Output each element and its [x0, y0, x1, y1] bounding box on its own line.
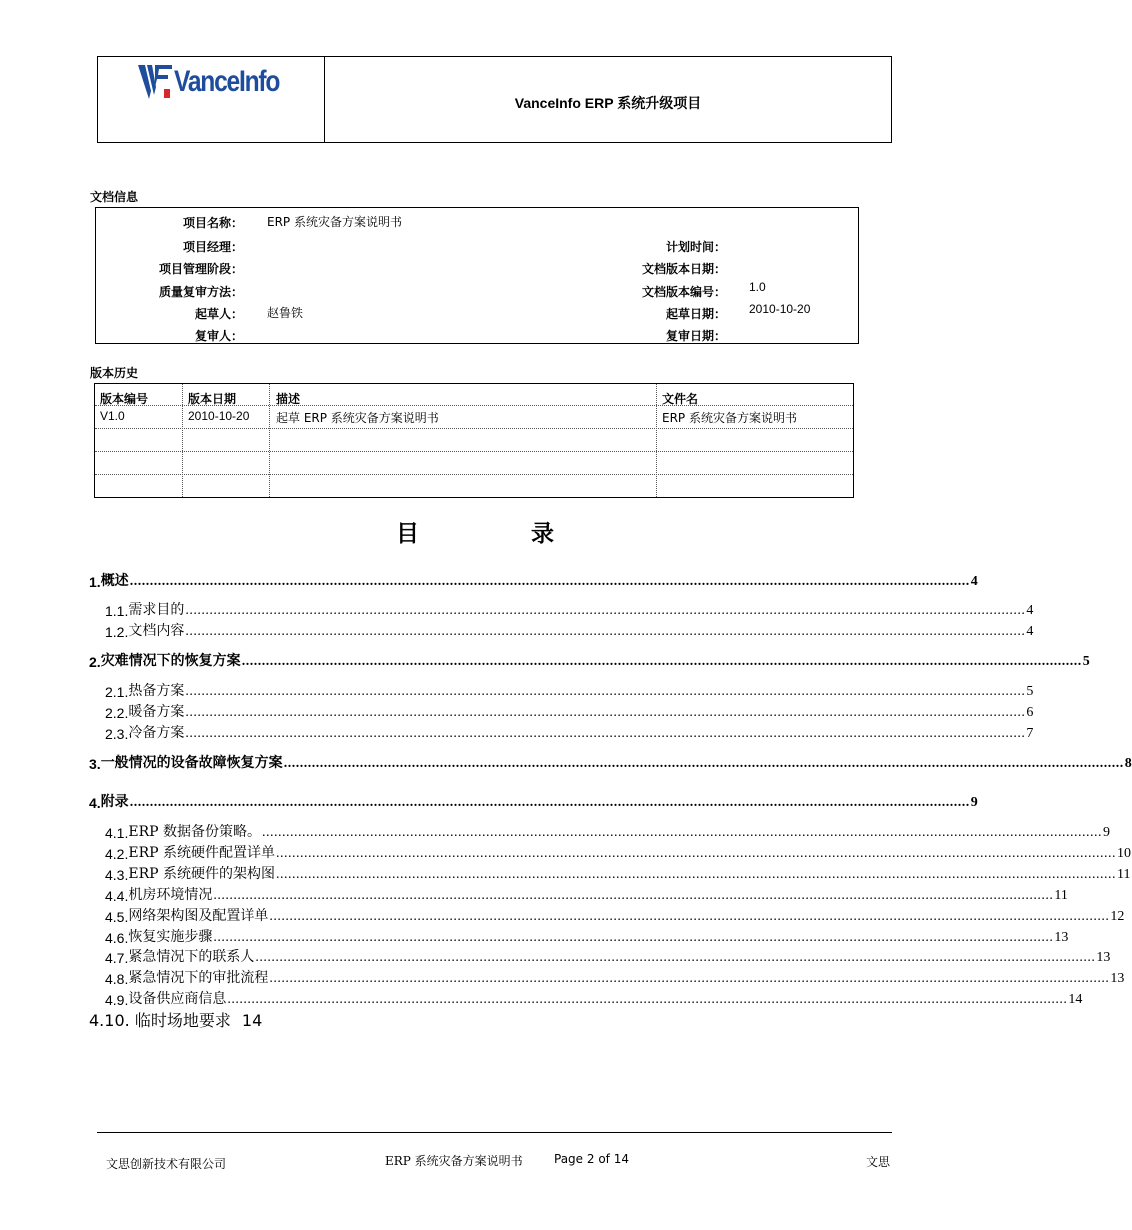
- col-header-filename: 文件名: [662, 392, 699, 406]
- drafter-label: 起草人：: [194, 307, 243, 321]
- logo-text: VanceInfo: [174, 65, 280, 98]
- toc-entry[interactable]: 4.9. 设备供应商信息 .................................................................................................................................................................................................................. 14: [105, 991, 1083, 1008]
- review-date-label: 复审日期：: [665, 329, 726, 343]
- toc-entry-last[interactable]: [89, 1008, 262, 1031]
- footer-right: 文思: [866, 1155, 891, 1169]
- toc-entry[interactable]: 4.4. 机房环境情况 .................................................................................................................................................................................................................. 11: [105, 887, 1068, 904]
- toc-entry[interactable]: 2.2. 暖备方案 .................................................................................................................................................................................................................. 6: [105, 704, 1034, 721]
- draft-date-value: 2010-10-20: [749, 302, 811, 316]
- footer-divider: [97, 1132, 892, 1133]
- doc-info-box: [95, 207, 859, 344]
- manager-label: 项目经理：: [182, 240, 243, 254]
- version-no-value: 1.0: [749, 280, 766, 294]
- review-method-label: 质量复审方法：: [158, 285, 243, 299]
- toc-entry[interactable]: 1. 概述 .................................................................................................................................................................................................................. 4: [89, 573, 978, 590]
- table-cell: 2010-10-20: [188, 409, 250, 423]
- toc-entry[interactable]: 4.3. ERP 系统硬件的架构图 .................................................................................................................................................................................................................. 11: [105, 866, 1131, 883]
- logo-mark-icon: [138, 65, 174, 99]
- page-header: [97, 56, 892, 143]
- version-history-label: 版本历史: [90, 366, 139, 380]
- footer-page-number: Page 2 of 14: [554, 1152, 629, 1166]
- project-name-label: 项目名称：: [182, 216, 243, 230]
- toc-entry[interactable]: 1.2. 文档内容 .................................................................................................................................................................................................................. 4: [105, 623, 1034, 640]
- footer-doc-name: ERP 系统灾备方案说明书: [385, 1154, 523, 1168]
- version-history-table: [94, 383, 854, 498]
- toc-entry[interactable]: 4.8. 紧急情况下的审批流程 .................................................................................................................................................................................................................. 13: [105, 970, 1125, 987]
- col-header-version: 版本编号: [100, 392, 149, 406]
- toc-entry[interactable]: 4.6. 恢复实施步骤 .................................................................................................................................................................................................................. 13: [105, 929, 1069, 946]
- toc-entry[interactable]: 4. 附录 .................................................................................................................................................................................................................. 9: [89, 794, 978, 811]
- table-cell: V1.0: [100, 409, 125, 423]
- version-no-label: 文档版本编号：: [641, 285, 726, 299]
- toc-entry[interactable]: 2.1. 热备方案 .................................................................................................................................................................................................................. 5: [105, 683, 1034, 700]
- version-date-label: 文档版本日期：: [641, 262, 726, 276]
- project-title: VanceInfo ERP 系统升级项目: [514, 94, 702, 111]
- drafter-value: 赵鲁铁: [267, 306, 304, 320]
- toc-entry[interactable]: 1.1. 需求目的 .................................................................................................................................................................................................................. 4: [105, 602, 1034, 619]
- toc-title-right: 录: [531, 521, 554, 547]
- toc-entry[interactable]: 4.2. ERP 系统硬件配置详单 .................................................................................................................................................................................................................. 10: [105, 845, 1131, 862]
- toc-entry-page: 14: [241, 1011, 263, 1030]
- toc-entry[interactable]: 2. 灾难情况下的恢复方案 .................................................................................................................................................................................................................. 5: [89, 653, 1090, 670]
- toc-entry-num: 4.10.: [89, 1011, 130, 1030]
- reviewer-label: 复审人：: [194, 329, 243, 343]
- toc-entry[interactable]: 4.7. 紧急情况下的联系人 .................................................................................................................................................................................................................. 13: [105, 949, 1111, 966]
- toc-entry[interactable]: 4.5. 网络架构图及配置详单 .................................................................................................................................................................................................................. 12: [105, 908, 1125, 925]
- plan-time-label: 计划时间：: [665, 240, 726, 254]
- project-name-value: ERP 系统灾备方案说明书: [267, 215, 402, 229]
- footer-company: 文思创新技术有限公司: [106, 1157, 227, 1171]
- doc-info-label: 文档信息: [90, 190, 139, 204]
- phase-label: 项目管理阶段：: [158, 262, 243, 276]
- draft-date-label: 起草日期：: [665, 307, 726, 321]
- table-cell: ERP 系统灾备方案说明书: [662, 411, 797, 425]
- vanceinfo-logo: [138, 65, 302, 99]
- col-header-desc: 描述: [276, 392, 301, 406]
- toc-entry[interactable]: 4.1. ERP 数据备份策略。 .................................................................................................................................................................................................................. 9: [105, 824, 1110, 841]
- table-cell: 起草 ERP 系统灾备方案说明书: [276, 411, 439, 425]
- col-header-date: 版本日期: [188, 392, 237, 406]
- toc-entry[interactable]: 3. 一般情况的设备故障恢复方案 .................................................................................................................................................................................................................. 8: [89, 755, 1132, 772]
- toc-title-left: 目: [396, 521, 419, 547]
- toc-entry[interactable]: 2.3. 冷备方案 .................................................................................................................................................................................................................. 7: [105, 725, 1034, 742]
- toc-entry-text: 临时场地要求: [134, 1011, 231, 1030]
- logo-cell: [98, 57, 325, 142]
